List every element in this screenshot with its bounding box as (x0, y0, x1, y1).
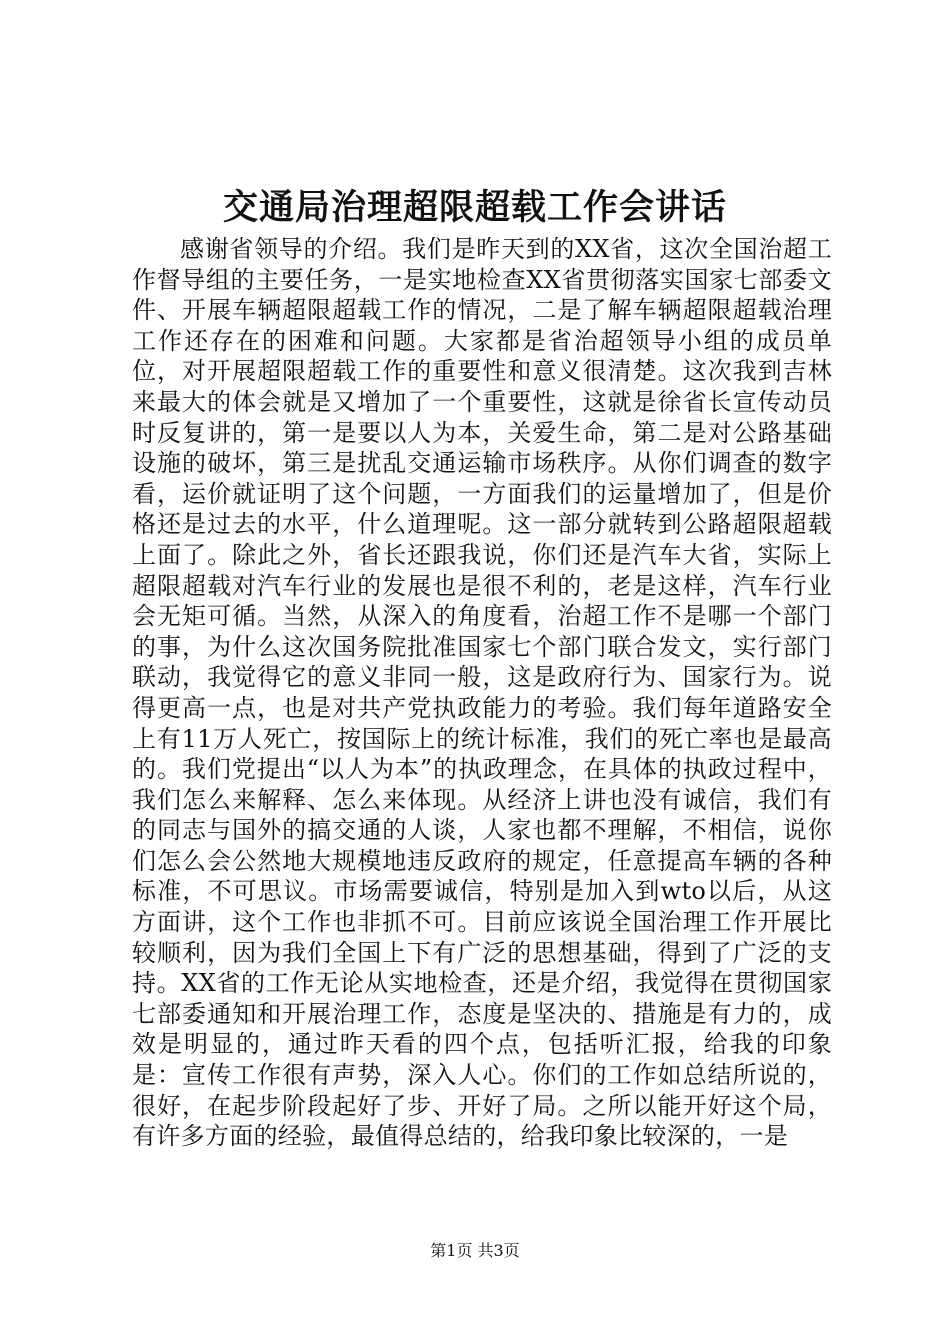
page-footer: 第1页 共3页 (430, 1241, 520, 1260)
body-paragraph: 感谢省领导的介绍。我们是昨天到的XX省，这次全国治超工作督导组的主要任务，一是实地检查XX省贯彻落实国家七部委文件、开展车辆超限超载工作的情况，二是了解车辆超限超载治理工作还存在的困难和问题。大家都是省治超领导小组的成员单位，对开展超限超载工作的重要性和意义很清楚。这次我到吉林来最大的体会就是又增加了一个重要性，这就是徐省长宣传动员时反复讲的，第一是要以人为本，关爱生命，第二是对公路基础设施的破坏，第三是扰乱交通运输市场秩序。从你们调查的数字看，运价就证明了这个问题，一方面我们的运量增加了，但是价格还是过去的水平，什么道理呢。这一部分就转到公路超限超载上面了。除此之外，省长还跟我说，你们还是汽车大省，实际上超限超载对汽车行业的发展也是很不利的，老是这样，汽车行业会无矩可循。当然，从深入的角度看，治超工作不是哪一个部门的事，为什么这次国务院批准国家七个部门联合发文，实行部门联动，我觉得它的意义非同一般，这是政府行为、国家行为。说得更高一点，也是对共产党执政能力的考验。我们每年道路安全上有11万人死亡，按国际上的统计标准，我们的死亡率也是最高的。我们党提出“以人为本”的执政理念，在具体的执政过程中，我们怎么来解释、怎么来体现。从经济上讲也没有诚信，我们有的同志与国外的搞交通的人谈，人家也都不理解，不相信，说你们怎么会公然地大规模地违反政府的规定，任意提高车辆的各种标准，不可思议。市场需要诚信，特别是加入到wto以后，从这方面讲，这个工作也非抓不可。目前应该说全国治理工作开展比较顺利，因为我们全国上下有广泛的思想基础，得到了广泛的支持。XX省的工作无论从实地检查，还是介绍，我觉得在贯彻国家七部委通知和开展治理工作，态度是坚决的、措施是有力的，成效是明显的，通过昨天看的四个点，包括听汇报，给我的印象是：宣传工作很有声势，深入人心。你们的工作如总结所说的，很好，在起步阶段起好了步、开好了局。之所以能开好这个局，有许多方面的经验，最值得总结的，给我印象比较深的，一是 (132, 235, 832, 1151)
document-title: 交通局治理超限超载工作会讲话 (222, 187, 727, 228)
